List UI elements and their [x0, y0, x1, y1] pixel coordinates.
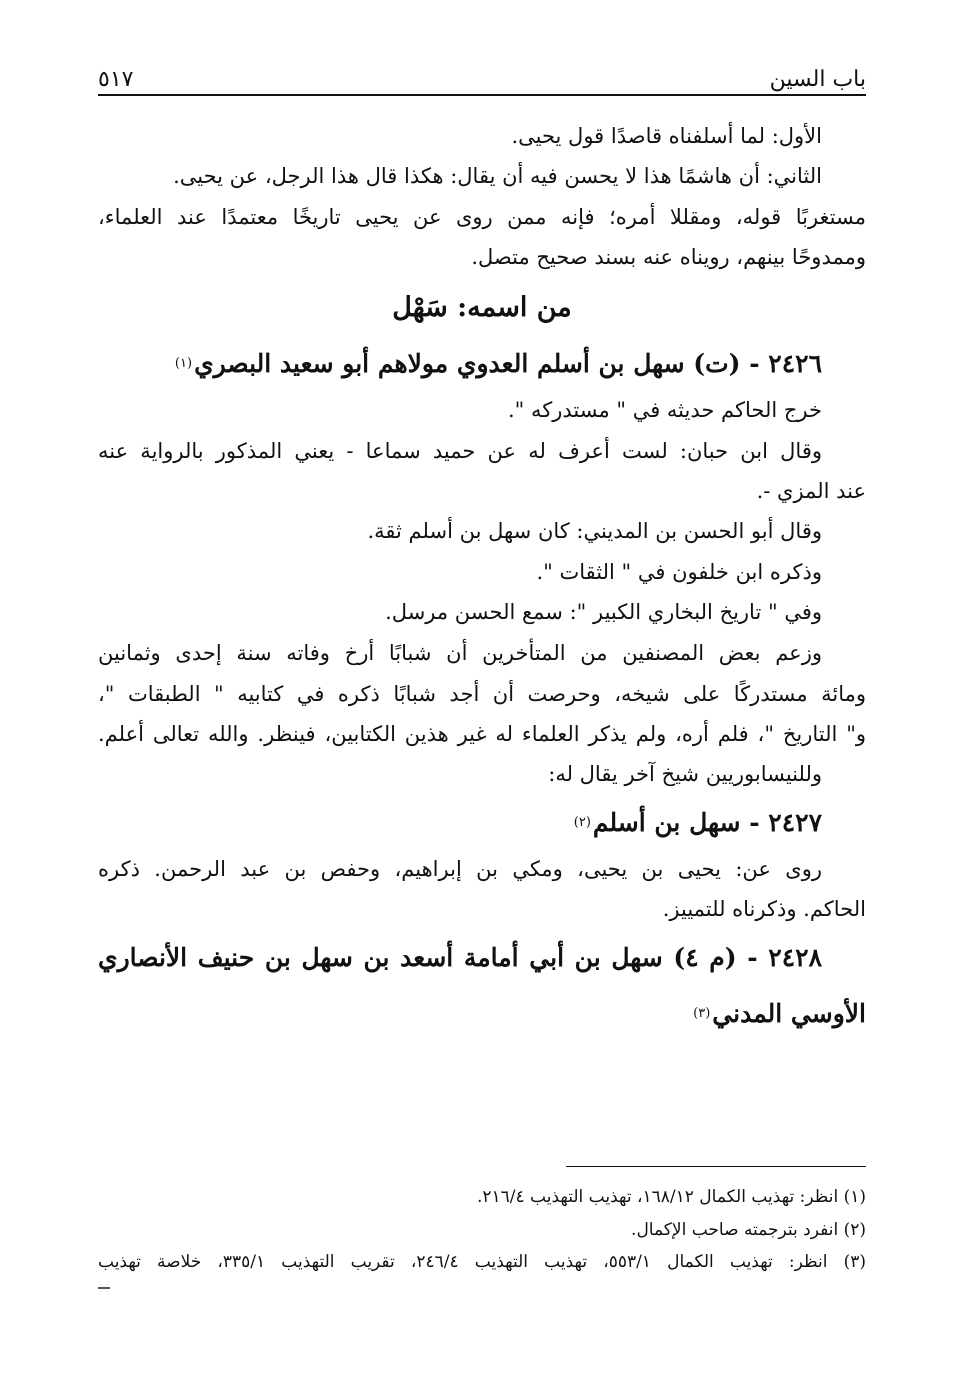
text-line: وممدوحًا بينهم، رويناه عنه بسند صحيح متصل.	[471, 245, 866, 270]
text-line: وذكره ابن خلفون في " الثقات ".	[536, 559, 822, 584]
section-title: باب السين	[769, 67, 866, 92]
text-line: الأول: لما أسلفناه قاصدًا قول يحيى.	[511, 123, 822, 148]
entry-2426-title	[98, 336, 866, 390]
footnotes	[98, 1180, 866, 1279]
text-line: الحاكم. وذكرناه للتمييز.	[662, 897, 866, 922]
entry-2426-title-text: ٢٤٢٦ - (ت) سهل بن أسلم العدوي مولاهم أبو سعيد البصري	[194, 348, 822, 378]
entry-2427-title	[98, 795, 866, 849]
page-body	[98, 116, 866, 1040]
entry-2428-title-text: الأوسي المدني	[712, 998, 866, 1028]
text-line: وقال أبو الحسن بن المديني: كان سهل بن أسلم ثقة.	[367, 519, 822, 544]
text-line: خرج الحاكم حديثه في " مستدركه ".	[507, 397, 822, 422]
text-line: الثاني: أن هاشمًا هذا لا يحسن فيه أن يقال: هكذا قال هذا الرجل، عن يحيى.	[173, 164, 822, 189]
header-rule	[98, 94, 866, 96]
text-line: ومائة مستدركًا على شيخه، وحرصت أن أجد شبابًا ذكره في كتابيه " الطبقات "،	[98, 681, 866, 706]
footnote-ref-1[interactable]: (١)	[174, 355, 193, 371]
entry-2428-title-line2	[98, 986, 866, 1040]
text-line: عند المزي -.	[756, 478, 866, 503]
section-heading: من اسمه: سَهْل	[392, 291, 572, 323]
footnote-rule	[566, 1166, 866, 1167]
text-line: و" التاريخ "، فلم أره، ولم يذكر العلماء له غير هذين الكتابين، فينظر. والله تعالى أعلم.	[98, 722, 866, 746]
text-line: وقال ابن حبان: لست أعرف له عن حميد سماعا - يعني المذكور بالرواية عنه	[98, 438, 822, 463]
text-line: روى عن: يحيى بن يحيى، ومكي بن إبراهيم، وحفص بن عبد الرحمن. ذكره	[98, 857, 822, 881]
text-line: مستغربًا قوله، ومقللا أمره؛ فإنه ممن روى عن يحيى تاريخًا معتمدًا عند العلماء،	[98, 205, 866, 229]
footnote-2: (٢) انفرد بترجمته صاحب الإكمال.	[631, 1219, 866, 1240]
text-line: وزعم بعض المصنفين من المتأخرين أن شبابًا أرخ وفاته سنة إحدى وثمانين	[98, 641, 822, 665]
page-number: ٥١٧	[98, 67, 134, 92]
footnote-ref-3[interactable]: (٣)	[693, 1005, 711, 1021]
continuation-mark	[98, 1287, 110, 1289]
entry-2427-title-text: ٢٤٢٧ - سهل بن أسلم	[592, 807, 822, 837]
page-header	[98, 58, 866, 92]
footnote-ref-2[interactable]: (٢)	[573, 814, 591, 830]
text-line: وللنيسابوريين شيخ آخر يقال له:	[548, 762, 822, 787]
entry-2428-title-line1: ٢٤٢٨ - (م ٤) سهل بن أبي أمامة أسعد بن سهل بن حنيف الأنصاري	[98, 943, 822, 972]
text-line: وفي " تاريخ البخاري الكبير ": سمع الحسن مرسل.	[385, 600, 822, 625]
footnote-1: (١) انظر: تهذيب الكمال ١٦٨/١٢، تهذيب التهذيب ٢١٦/٤.	[476, 1186, 866, 1207]
footnote-3: (٣) انظر: تهذيب الكمال ٥٥٣/١، تهذيب التهذيب ٢٤٦/٤، تقريب التهذيب ٣٣٥/١، خلاصة تهذيب	[98, 1252, 866, 1272]
